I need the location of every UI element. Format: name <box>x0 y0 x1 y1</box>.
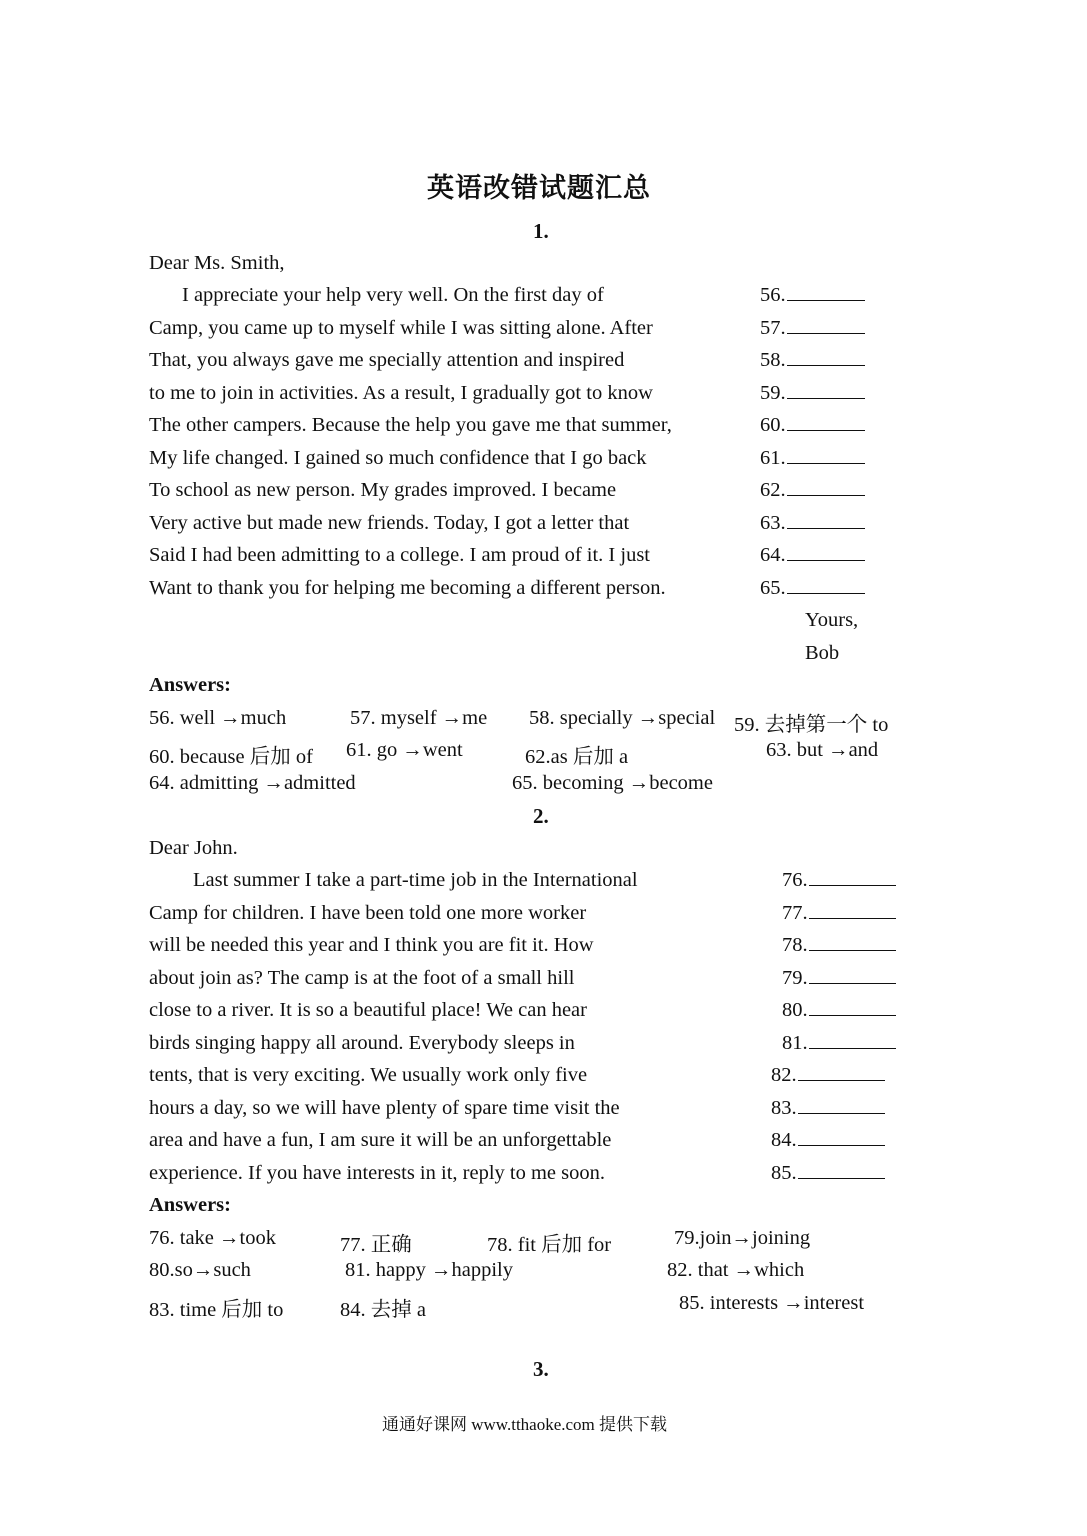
letter-signature: Bob <box>805 642 840 664</box>
letter-line: I appreciate your help very well. On the first day of <box>182 284 604 306</box>
letter-line: tents, that is very exciting. We usually work only five <box>149 1064 588 1086</box>
page-title: 英语改错试题汇总 <box>427 173 651 204</box>
answer-item: 59. 去掉第一个 to <box>734 714 889 736</box>
blank-number: 63. <box>760 512 786 534</box>
answer-blank <box>782 902 896 925</box>
letter-line: To school as new person. My grades improved. I became <box>149 479 617 501</box>
answer-blank <box>760 577 865 600</box>
letter-line: Very active but made new friends. Today, I got a letter that <box>149 512 630 534</box>
blank-number: 65. <box>760 577 786 599</box>
letter-closing: Yours, <box>805 609 859 631</box>
answers-heading: Answers: <box>149 1194 231 1216</box>
answer-item: 78. fit 后加 for <box>487 1234 612 1256</box>
answer-item: 81. happy →happily <box>345 1259 513 1281</box>
letter-line: The other campers. Because the help you gave me that summer, <box>149 414 672 436</box>
letter-line: birds singing happy all around. Everybody sleeps in <box>149 1032 575 1054</box>
blank-number: 81. <box>782 1032 808 1054</box>
blank-number: 85. <box>771 1162 797 1184</box>
letter-line: Last summer I take a part-time job in the International <box>193 869 638 891</box>
answer-item: 85. interests →interest <box>679 1292 865 1314</box>
answer-item: 60. because 后加 of <box>149 746 313 768</box>
answer-item: 76. take →took <box>149 1227 276 1249</box>
letter-line: area and have a fun, I am sure it will be an unforgettable <box>149 1129 612 1151</box>
answer-blank <box>760 382 865 405</box>
letter-greeting: Dear Ms. Smith, <box>149 252 285 274</box>
answer-blank <box>771 1129 885 1152</box>
letter-line: close to a river. It is so a beautiful place! We can hear <box>149 999 587 1021</box>
answer-blank <box>782 1032 896 1055</box>
answer-item: 65. becoming →become <box>512 772 713 794</box>
answer-item: 79.join→joining <box>674 1227 811 1249</box>
blank-number: 80. <box>782 999 808 1021</box>
answer-item: 64. admitting →admitted <box>149 772 356 794</box>
blank-number: 77. <box>782 902 808 924</box>
answer-item: 63. but →and <box>766 739 879 761</box>
answer-item: 80.so→such <box>149 1259 251 1281</box>
answer-blank <box>782 934 896 957</box>
answer-blank <box>771 1162 885 1185</box>
answer-item: 84. 去掉 a <box>340 1299 426 1321</box>
blank-number: 84. <box>771 1129 797 1151</box>
blank-number: 76. <box>782 869 808 891</box>
answer-item: 56. well →much <box>149 707 287 729</box>
answer-item: 77. 正确 <box>340 1234 412 1256</box>
answer-blank <box>760 349 865 372</box>
answer-item: 62.as 后加 a <box>525 746 629 768</box>
blank-number: 64. <box>760 544 786 566</box>
section-number: 3. <box>533 1357 549 1381</box>
answer-item: 83. time 后加 to <box>149 1299 284 1321</box>
answer-blank <box>782 999 896 1022</box>
blank-number: 78. <box>782 934 808 956</box>
letter-line: Camp for children. I have been told one more worker <box>149 902 587 924</box>
blank-number: 56. <box>760 284 786 306</box>
section-number: 1. <box>533 219 549 243</box>
answer-blank <box>760 414 865 437</box>
page-footer: 通通好课网 www.tthaoke.com 提供下载 <box>382 1415 668 1434</box>
blank-number: 60. <box>760 414 786 436</box>
answers-heading: Answers: <box>149 674 231 696</box>
answer-blank <box>771 1064 885 1087</box>
answer-item: 82. that →which <box>667 1259 805 1281</box>
answer-blank <box>771 1097 885 1120</box>
blank-number: 79. <box>782 967 808 989</box>
letter-line: Said I had been admitting to a college. I am proud of it. I just <box>149 544 650 566</box>
letter-line: to me to join in activities. As a result, I gradually got to know <box>149 382 653 404</box>
answer-blank <box>760 512 865 535</box>
answer-item: 61. go →went <box>346 739 463 761</box>
answer-item: 58. specially →special <box>529 707 716 729</box>
blank-number: 83. <box>771 1097 797 1119</box>
letter-line: will be needed this year and I think you are fit it. How <box>149 934 594 956</box>
section-number: 2. <box>533 804 549 828</box>
answer-blank <box>760 479 865 502</box>
answer-blank <box>782 967 896 990</box>
answer-item: 57. myself →me <box>350 707 488 729</box>
answer-blank <box>760 447 865 470</box>
answer-blank <box>760 284 865 307</box>
answer-blank <box>760 317 865 340</box>
letter-line: experience. If you have interests in it, reply to me soon. <box>149 1162 605 1184</box>
letter-line: Camp, you came up to myself while I was sitting alone. After <box>149 317 653 339</box>
blank-number: 57. <box>760 317 786 339</box>
letter-line: hours a day, so we will have plenty of spare time visit the <box>149 1097 620 1119</box>
letter-line: about join as? The camp is at the foot of a small hill <box>149 967 575 989</box>
letter-line: Want to thank you for helping me becoming a different person. <box>149 577 666 599</box>
blank-number: 59. <box>760 382 786 404</box>
letter-line: That, you always gave me specially attention and inspired <box>149 349 625 371</box>
blank-number: 58. <box>760 349 786 371</box>
blank-number: 82. <box>771 1064 797 1086</box>
answer-blank <box>760 544 865 567</box>
blank-number: 61. <box>760 447 786 469</box>
answer-blank <box>782 869 896 892</box>
blank-number: 62. <box>760 479 786 501</box>
letter-greeting: Dear John. <box>149 837 238 859</box>
letter-line: My life changed. I gained so much confidence that I go back <box>149 447 647 469</box>
